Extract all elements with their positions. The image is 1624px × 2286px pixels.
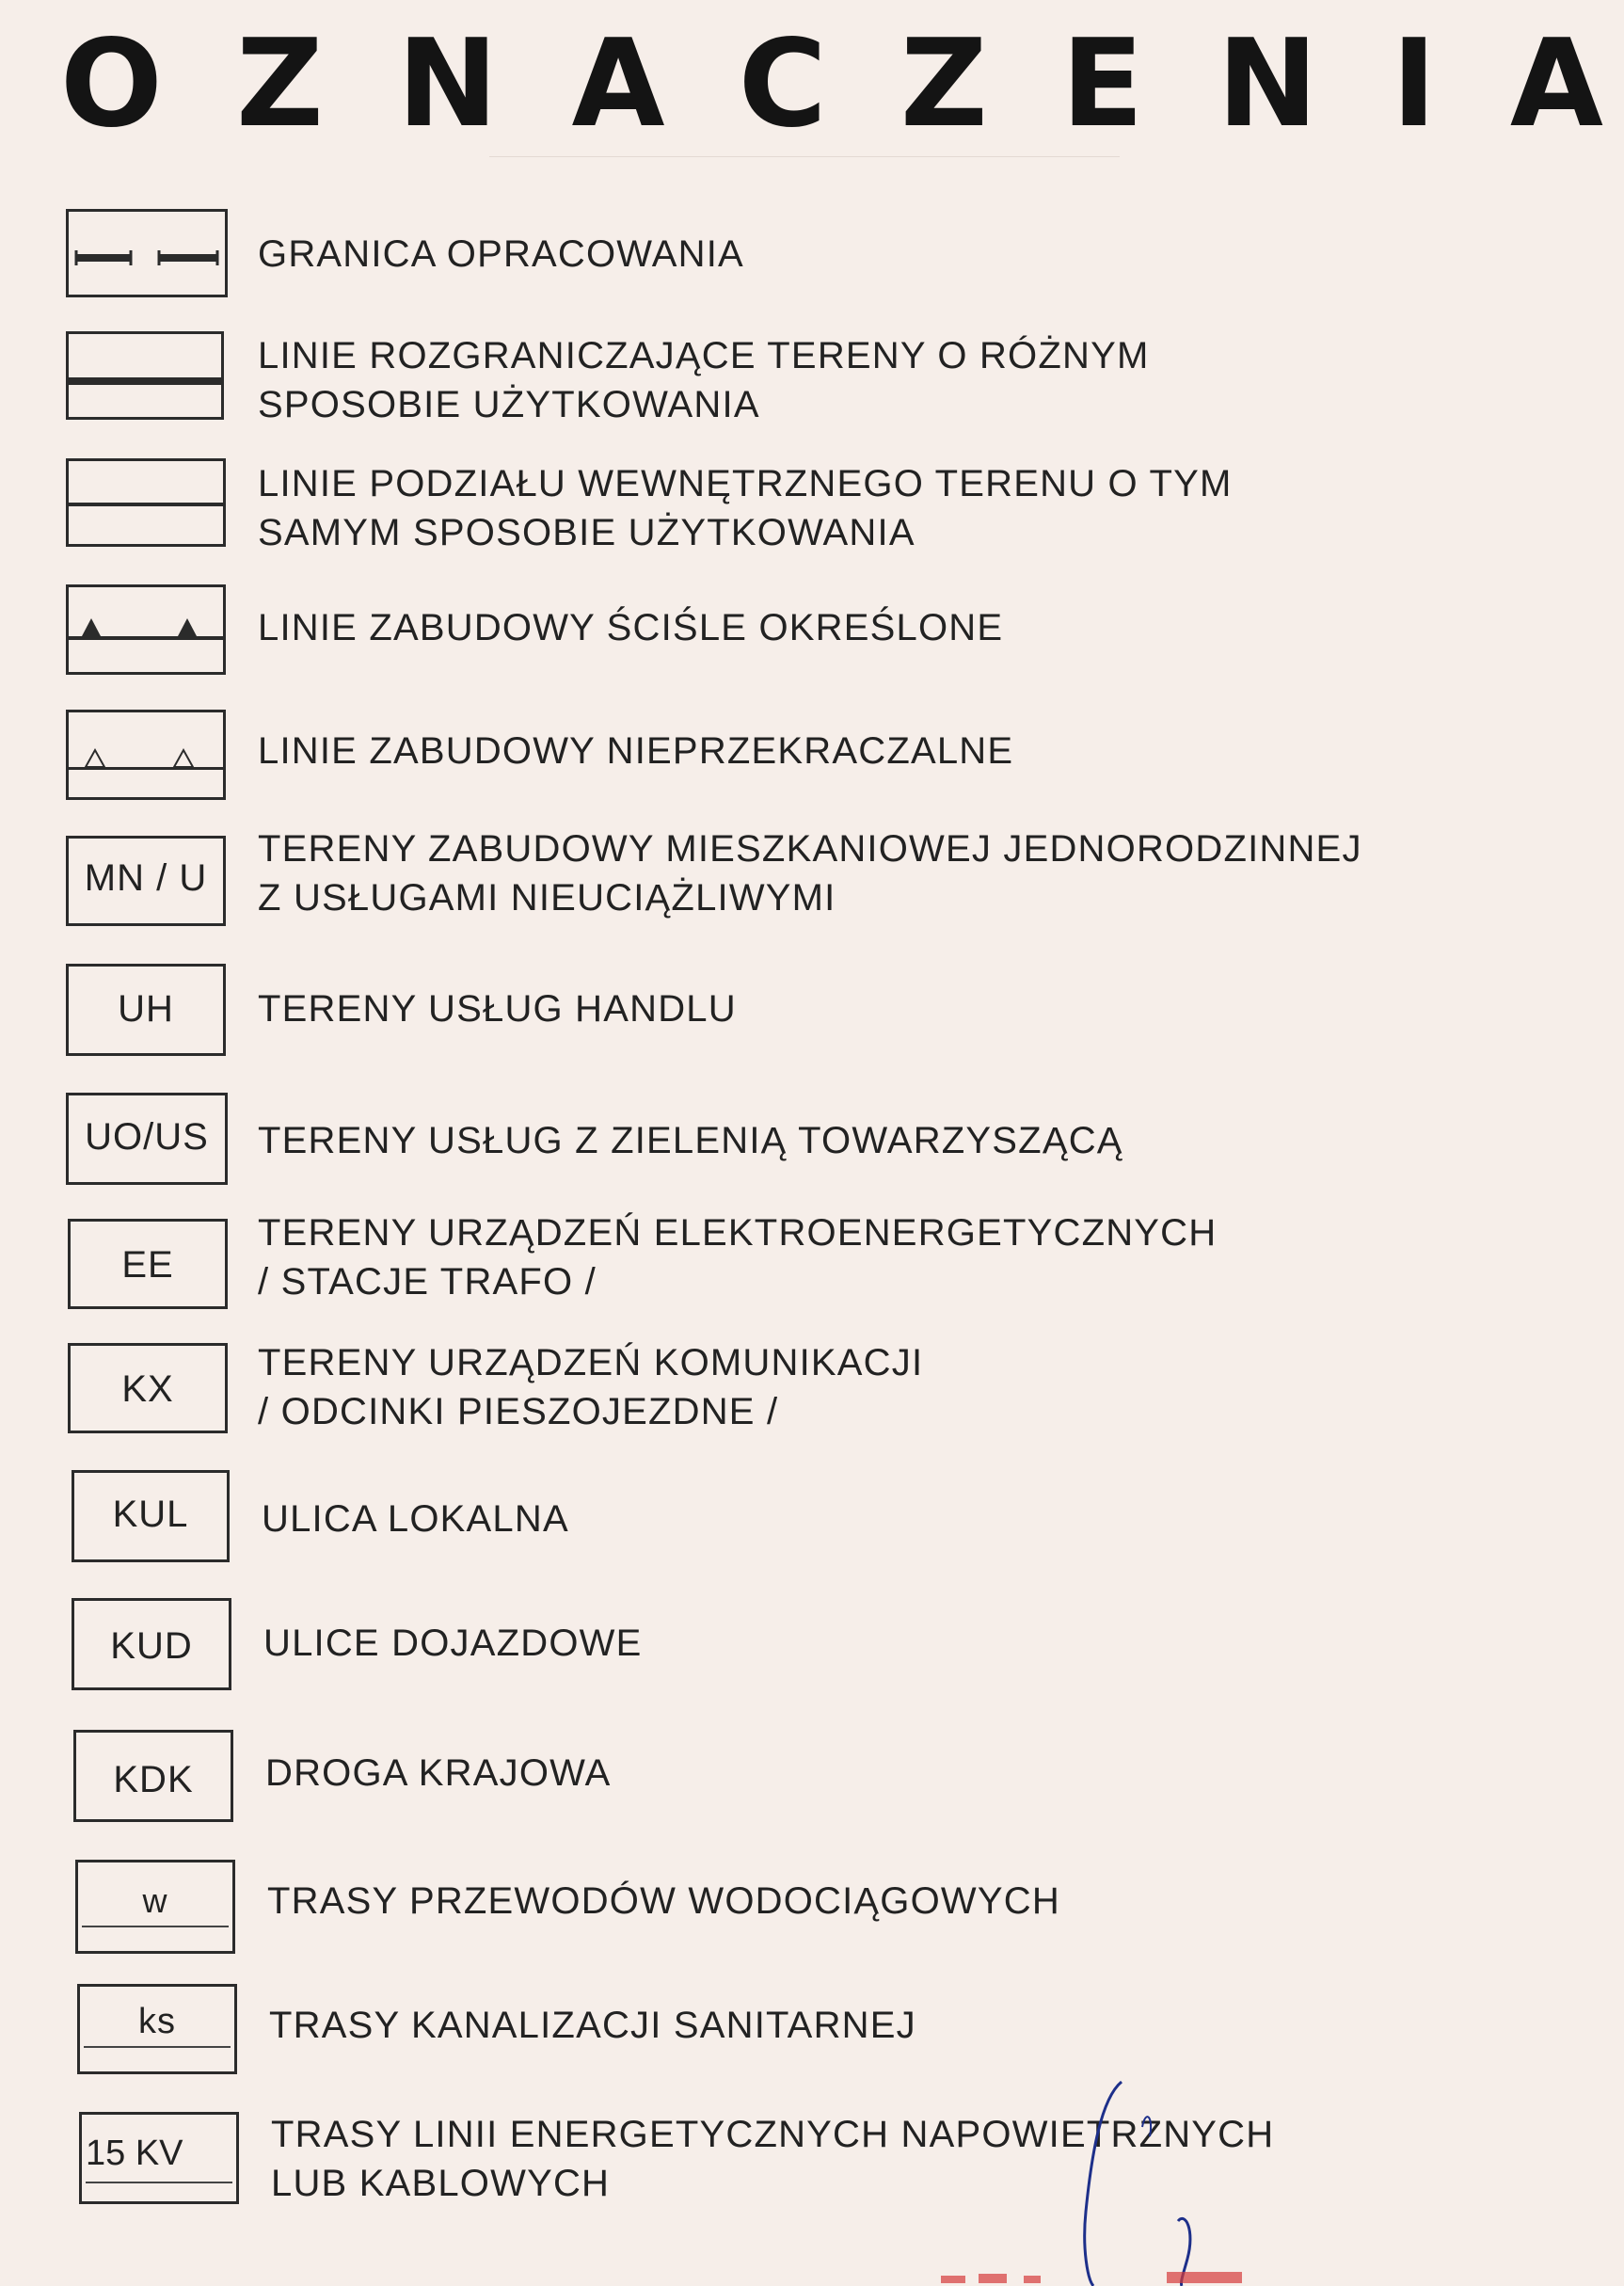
legend-description: LINIE ZABUDOWY ŚCIŚLE OKREŚLONE — [258, 607, 1004, 648]
legend-code: KX — [121, 1368, 174, 1410]
legend-symbol-code — [73, 1730, 233, 1822]
legend-symbol-power-line — [79, 2112, 239, 2204]
stamp-fragment-icon — [941, 2270, 1251, 2286]
legend-description: DROGA KRAJOWA — [265, 1752, 612, 1794]
legend-symbol-open-triangles — [66, 710, 226, 800]
title-letter: O — [60, 14, 163, 154]
boundary-line-icon — [69, 212, 225, 295]
legend-description: TERENY USŁUG Z ZIELENIĄ TOWARZYSZĄCĄ — [258, 1120, 1123, 1161]
thick-line-icon — [69, 334, 221, 417]
legend-description: TERENY ZABUDOWY MIESZKANIOWEJ JEDNORODZINNEJ Z USŁUGAMI NIEUCIĄŻLIWYMI — [258, 828, 1362, 919]
legend-code: KDK — [113, 1759, 194, 1800]
legend-code: MN / U — [84, 857, 208, 899]
open-triangle-icon — [69, 712, 223, 797]
page-title — [60, 14, 1603, 154]
legend-description: TERENY USŁUG HANDLU — [258, 988, 737, 1030]
line-icon — [80, 1987, 234, 2071]
legend-code: ks — [138, 2002, 176, 2041]
legend-symbol-code — [72, 1598, 231, 1690]
title-letter: Z — [236, 14, 324, 154]
legend-description: TRASY PRZEWODÓW WODOCIĄGOWYCH — [267, 1880, 1060, 1922]
legend-description: TERENY URZĄDZEŃ ELEKTROENERGETYCZNYCH / STACJE TRAFO / — [258, 1212, 1218, 1303]
legend-description: TRASY LINII ENERGETYCZNYCH NAPOWIETRZNYCH LUB KABLOWYCH — [271, 2114, 1275, 2204]
legend-description: ULICA LOKALNA — [262, 1498, 569, 1540]
legend-symbol-sewer-line — [77, 1984, 237, 2074]
title-letter: I — [1392, 14, 1437, 154]
legend-code: 15 KV — [86, 2134, 183, 2173]
thin-line-icon — [69, 461, 223, 544]
legend-symbol-thin-line — [66, 458, 226, 547]
legend-symbol-code — [68, 1219, 228, 1309]
title-letter: A — [571, 14, 665, 154]
legend-symbol-code — [66, 964, 226, 1056]
legend-code: KUL — [112, 1494, 189, 1535]
title-rule — [489, 156, 1120, 157]
line-icon — [82, 2115, 236, 2201]
legend-symbol-code — [72, 1470, 230, 1562]
legend-description: TRASY KANALIZACJI SANITARNEJ — [269, 2005, 916, 2046]
title-letter: A — [1509, 14, 1603, 154]
legend-code: KUD — [110, 1625, 193, 1667]
legend-symbol-thick-line — [66, 331, 224, 420]
title-letter: N — [1217, 14, 1318, 154]
legend-description: LINIE ROZGRANICZAJĄCE TERENY O RÓŻNYM SPOSOBIE UŻYTKOWANIA — [258, 335, 1150, 425]
legend-symbol-code — [66, 836, 226, 926]
legend-symbol-boundary — [66, 209, 228, 297]
legend-description: ULICE DOJAZDOWE — [263, 1623, 643, 1664]
legend-code: UO/US — [85, 1116, 209, 1158]
line-icon — [78, 1862, 232, 1951]
legend-symbol-filled-triangles — [66, 584, 226, 675]
legend-description: LINIE ZABUDOWY NIEPRZEKRACZALNE — [258, 730, 1014, 772]
filled-triangle-icon — [69, 587, 223, 672]
legend-code: UH — [118, 988, 174, 1030]
title-letter: N — [397, 14, 499, 154]
legend-symbol-code — [66, 1093, 228, 1185]
title-letter: Z — [900, 14, 988, 154]
title-letter: C — [738, 14, 827, 154]
title-letter: E — [1060, 14, 1144, 154]
legend-description: GRANICA OPRACOWANIA — [258, 233, 744, 275]
legend-description: LINIE PODZIAŁU WEWNĘTRZNEGO TERENU O TYM SAMYM SPOSOBIE UŻYTKOWANIA — [258, 463, 1233, 553]
legend-code: w — [142, 1881, 168, 1920]
legend-symbol-code — [68, 1343, 228, 1433]
legend-description: TERENY URZĄDZEŃ KOMUNIKACJI / ODCINKI PIESZOJEZDNE / — [258, 1342, 924, 1432]
signature-icon — [1044, 2070, 1270, 2286]
legend-code: EE — [121, 1244, 174, 1286]
legend-symbol-water-line — [75, 1860, 235, 1954]
